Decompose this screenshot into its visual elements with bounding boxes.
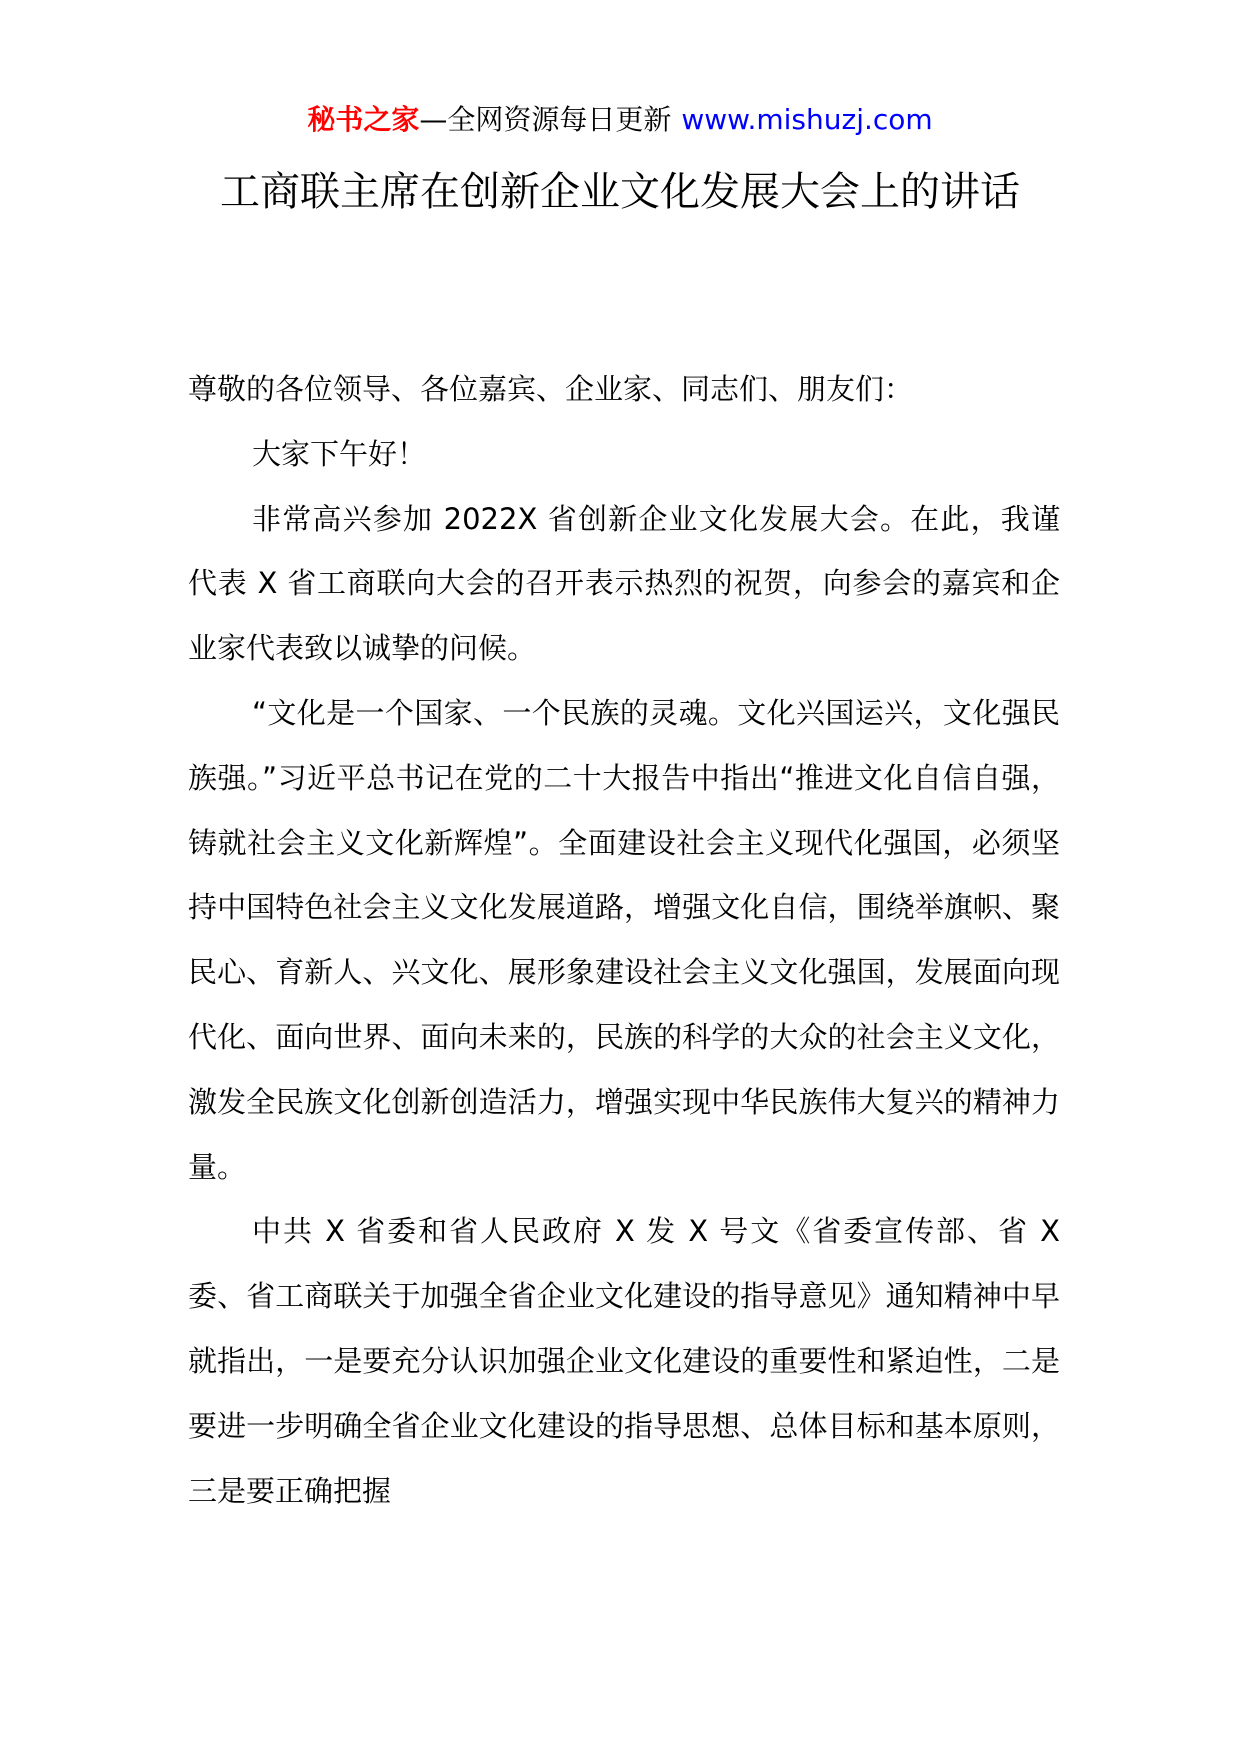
salutation-paragraph: 尊敬的各位领导、各位嘉宾、企业家、同志们、朋友们： xyxy=(188,372,914,406)
document-title: 工商联主席在创新企业文化发展大会上的讲话 xyxy=(220,169,1020,215)
document-body xyxy=(188,357,1060,1523)
brand-name: 秘书之家 xyxy=(307,103,420,136)
site-header xyxy=(0,100,1240,140)
greeting-paragraph: 大家下午好！ xyxy=(252,436,427,471)
body-paragraph: 中共 X 省委和省人民政府 X 发 X 号文《省委宣传部、省 X 委、省工商联关于加强全省企业文化建设的指导意见》通知精神中早就指出，一是要充分认识加强企业文化建设的重要性和紧迫性，二是要进一步明确全省企业文化建设的指导思想、总体目标和基本原则，三是要正确把握 xyxy=(188,1214,1060,1508)
header-tagline: —全网资源每日更新 xyxy=(419,103,672,136)
body-paragraph: 非常高兴参加 2022X 省创新企业文化发展大会。在此，我谨代表 X 省工商联向大会的召开表示热烈的祝贺，向参会的嘉宾和企业家代表致以诚挚的问候。 xyxy=(188,501,1060,666)
site-url[interactable]: www.mishuzj.com xyxy=(681,103,933,136)
body-paragraph: “文化是一个国家、一个民族的灵魂。文化兴国运兴，文化强民族强。”习近平总书记在党的二十大报告中指出“推进文化自信自强，铸就社会主义文化新辉煌”。全面建设社会主义现代化强国，必须坚持中国特色社会主义文化发展道路，增强文化自信，围绕举旗帜、聚民心、育新人、兴文化、展形象建设社会主义文化强国，发展面向现代化、面向世界、面向未来的，民族的科学的大众的社会主义文化，激发全民族文化创新创造活力，增强实现中华民族伟大复兴的精神力量。 xyxy=(188,695,1060,1184)
